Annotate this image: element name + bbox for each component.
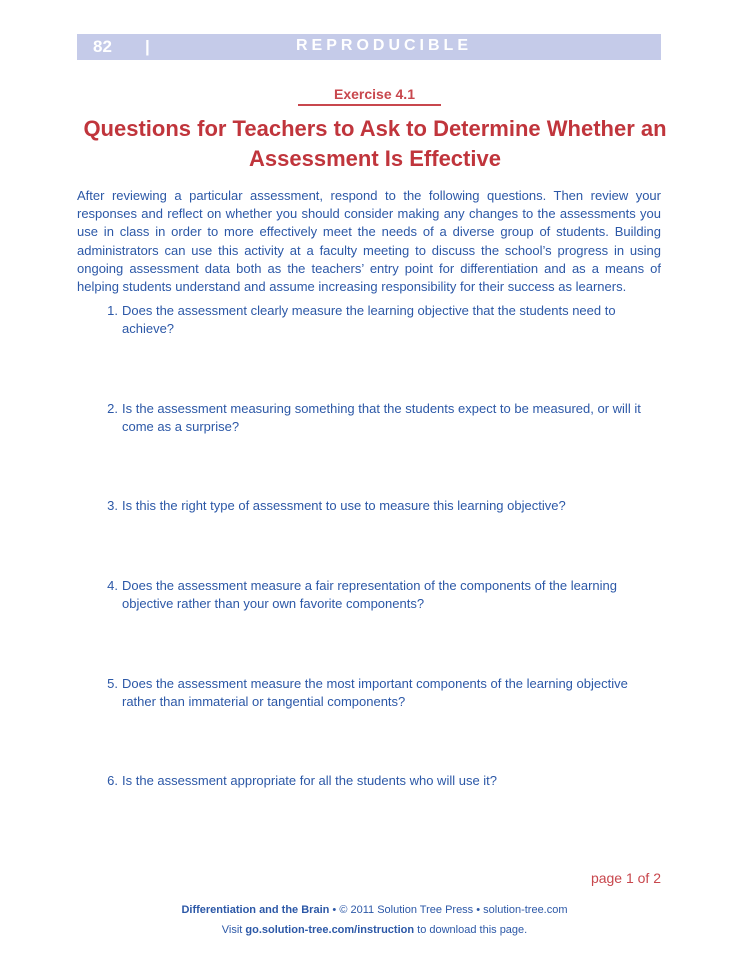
exercise-underline [298, 104, 441, 106]
copyright-text: • © 2011 Solution Tree Press • solution-tree.com [329, 904, 568, 916]
question-number: 2. [107, 401, 118, 416]
question-text: Does the assessment measure a fair representation of the components of the learning objective rather than your own favorite components? [122, 578, 618, 611]
visit-prefix: Visit [221, 924, 246, 936]
header-separator: | [145, 37, 150, 56]
intro-paragraph: After reviewing a particular assessment, respond to the following questions. Then review your responses and reflect on whether you should consider making any changes to the assessments you use in class in order to more effectively meet the needs of a diverse group of students. Building administrators can use this activity at a faculty meeting to discuss the school’s progress in using ongoing assessment data both as the teachers’ entry point for differentiation and as a means of helping students understand and assume increasing responsibility for their success as learners. [77, 188, 661, 295]
page-indicator: page 1 of 2 [590, 870, 661, 886]
footer-download [0, 924, 749, 936]
page-title: Questions for Teachers to Ask to Determine Whether an Assessment Is Effective [83, 116, 667, 171]
question-item [100, 400, 661, 436]
reproducible-label: REPRODUCIBLE [295, 37, 472, 54]
question-text: Does the assessment measure the most important components of the learning objective rather than immaterial or tangential components? [122, 676, 628, 709]
visit-suffix: to download this page. [414, 924, 528, 936]
book-title: Differentiation and the Brain [181, 904, 330, 916]
exercise-label: Exercise 4.1 [334, 86, 415, 102]
question-number: 6. [107, 773, 118, 788]
question-text: Is the assessment measuring something that the students expect to be measured, or will it come as a surprise? [122, 401, 641, 434]
question-item [100, 675, 661, 711]
question-item [100, 302, 661, 338]
footer-credit [0, 904, 749, 916]
question-item [100, 577, 661, 613]
download-link[interactable]: go.solution-tree.com/instruction [245, 924, 415, 936]
question-item [100, 497, 661, 515]
question-number: 1. [107, 303, 118, 318]
page-number: 82 [93, 37, 112, 56]
question-item [100, 772, 661, 790]
question-text: Is the assessment appropriate for all the students who will use it? [122, 773, 498, 788]
question-number: 4. [107, 578, 118, 593]
question-text: Is this the right type of assessment to use to measure this learning objective? [122, 498, 566, 513]
question-text: Does the assessment clearly measure the learning objective that the students need to achieve? [122, 303, 616, 336]
question-number: 3. [107, 498, 118, 513]
question-number: 5. [107, 676, 118, 691]
header-bar [77, 34, 661, 60]
